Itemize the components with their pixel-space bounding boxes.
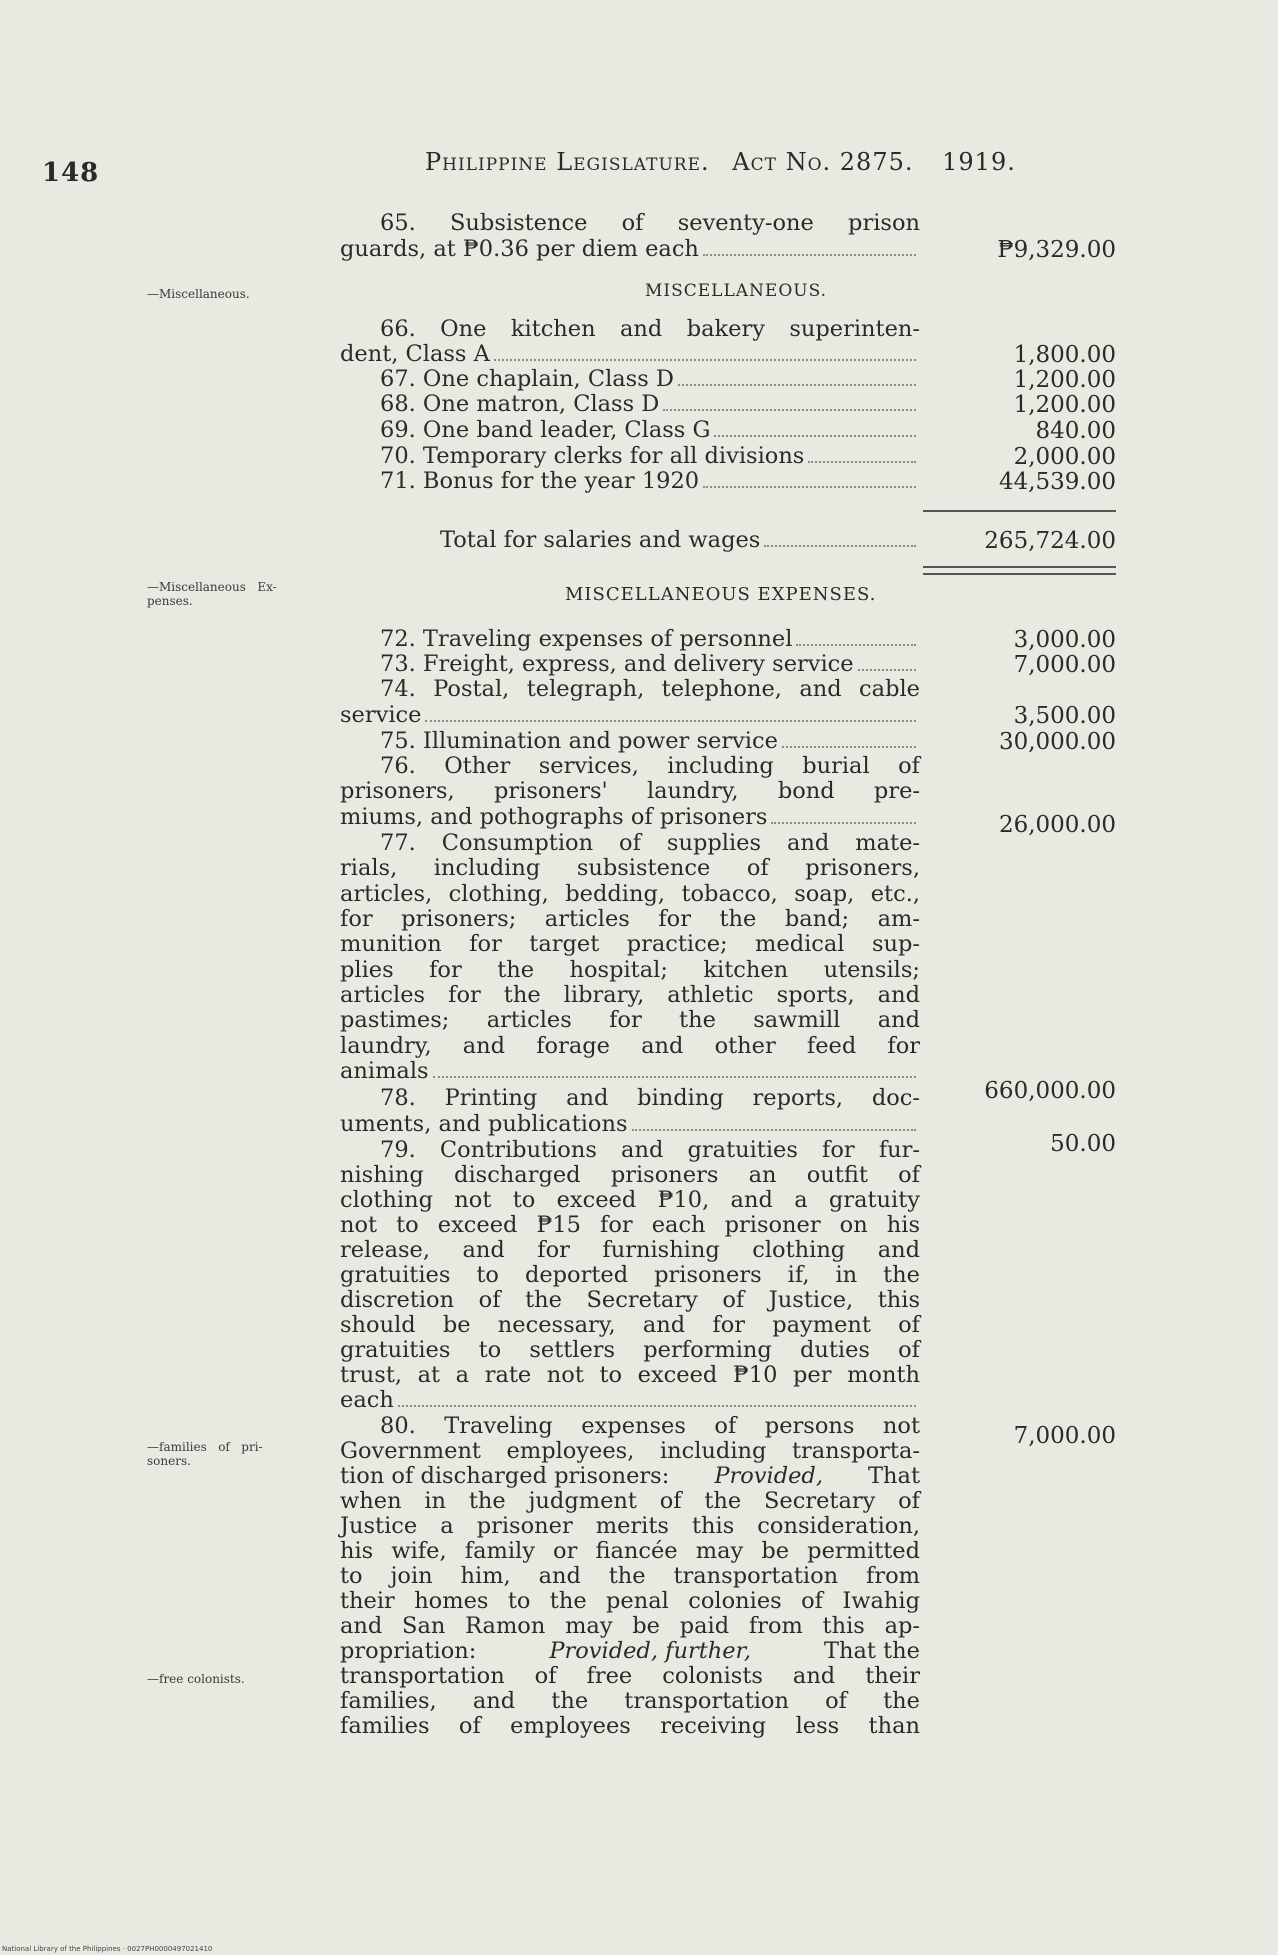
dot-leader <box>808 461 916 463</box>
item-text: uments, and publications <box>340 1111 628 1137</box>
section-title-misc: MISCELLANEOUS. <box>645 281 828 301</box>
item-80-line13: families of employees receiving less than <box>340 1713 920 1739</box>
item-text: propriation: <box>340 1638 477 1664</box>
amount-68: 1,200.00 <box>1013 392 1116 418</box>
dot-leader <box>858 669 916 671</box>
dot-leader <box>782 746 916 748</box>
item-77-line8: pastimes; articles for the sawmill and <box>340 1007 920 1033</box>
item-80-line8: their homes to the penal colonies of Iwahig <box>340 1588 920 1614</box>
item-text-italic: Provided, <box>714 1463 823 1489</box>
dot-leader <box>703 486 916 488</box>
header-title: Philippine Legislature. <box>425 148 710 176</box>
item-72 <box>340 627 920 653</box>
item-80-line6: his wife, family or fiancée may be permitted <box>340 1538 920 1564</box>
item-80-line10 <box>340 1639 920 1665</box>
dot-leader <box>663 409 916 411</box>
item-80-line3 <box>340 1464 920 1490</box>
amount-65: ₱9,329.00 <box>997 237 1116 263</box>
item-text: 69. One band leader, Class G <box>380 417 711 443</box>
amount-76: 26,000.00 <box>998 812 1116 838</box>
item-text: miums, and pothographs of prisoners <box>340 804 768 830</box>
item-79-line4: not to exceed ₱15 for each prisoner on his <box>340 1212 920 1238</box>
item-text: 67. One chaplain, Class D <box>380 366 674 392</box>
item-77-line10 <box>340 1059 920 1085</box>
margin-note-free-colonists: —free colonists. <box>147 1672 245 1686</box>
item-77-line2: rials, including subsistence of prisoners, <box>340 855 920 881</box>
margin-note-misc-expenses <box>147 580 277 608</box>
total-salaries <box>340 528 920 554</box>
item-text: Total for salaries and wages <box>440 527 761 553</box>
item-80-line2: Government employees, including transporta- <box>340 1438 920 1464</box>
amount-79: 7,000.00 <box>1013 1423 1116 1449</box>
item-77-line5: munition for target practice; medical sup- <box>340 931 920 957</box>
item-text: animals <box>340 1058 429 1084</box>
item-79-line10: trust, at a rate not to exceed ₱10 per month <box>340 1362 920 1388</box>
total-double-rule <box>923 566 1116 575</box>
item-79-line1: 79. Contributions and gratuities for fur- <box>380 1137 920 1163</box>
amount-69: 840.00 <box>1035 418 1116 444</box>
margin-note-families <box>147 1440 263 1468</box>
amount-73: 7,000.00 <box>1013 652 1116 678</box>
item-71 <box>340 469 920 495</box>
item-77-line7: articles for the library, athletic sports, and <box>340 982 920 1008</box>
item-66-line1: 66. One kitchen and bakery superinten- <box>380 316 920 342</box>
item-76-line1: 76. Other services, including burial of <box>380 753 920 779</box>
amount-72: 3,000.00 <box>1013 627 1116 653</box>
item-66-line2 <box>340 342 920 368</box>
amount-67: 1,200.00 <box>1013 367 1116 393</box>
item-text: 68. One matron, Class D <box>380 391 660 417</box>
item-77-line6: plies for the hospital; kitchen utensils; <box>340 957 920 983</box>
item-79-line3: clothing not to exceed ₱10, and a gratuity <box>340 1187 920 1213</box>
section-title-misc-expenses: MISCELLANEOUS EXPENSES. <box>565 584 877 605</box>
amount-77: 660,000.00 <box>984 1078 1116 1104</box>
item-80-line11: transportation of free colonists and their <box>340 1663 920 1689</box>
dot-leader <box>796 644 916 646</box>
item-text: each <box>340 1387 394 1413</box>
sum-rule <box>923 510 1116 512</box>
amount-70: 2,000.00 <box>1013 444 1116 470</box>
margin-note-line: penses. <box>147 594 193 608</box>
item-text: 70. Temporary clerks for all divisions <box>380 443 805 469</box>
amount-74: 3,500.00 <box>1013 703 1116 729</box>
item-78-line2 <box>340 1112 920 1138</box>
item-70 <box>340 444 920 470</box>
item-text: 75. Illumination and power service <box>380 728 778 754</box>
dot-leader <box>703 254 916 256</box>
amount-75: 30,000.00 <box>998 729 1116 755</box>
amount-78: 50.00 <box>1050 1131 1116 1157</box>
amount-66: 1,800.00 <box>1013 342 1116 368</box>
dot-leader <box>398 1405 916 1407</box>
item-77-line9: laundry, and forage and other feed for <box>340 1033 920 1059</box>
item-79-line11 <box>340 1388 920 1414</box>
dot-leader <box>771 822 916 824</box>
item-80-line12: families, and the transportation of the <box>340 1688 920 1714</box>
item-text: 72. Traveling expenses of personnel <box>380 626 793 652</box>
margin-note-line: soners. <box>147 1454 191 1468</box>
item-79-line8: should be necessary, and for payment of <box>340 1312 920 1338</box>
margin-note-line: —families of pri- <box>147 1440 263 1454</box>
dot-leader <box>764 545 916 547</box>
item-65-line2 <box>340 237 920 263</box>
item-67 <box>340 367 920 393</box>
item-79-line2: nishing discharged prisoners an outfit of <box>340 1162 920 1188</box>
item-79-line5: release, and for furnishing clothing and <box>340 1237 920 1263</box>
scan-footer: National Library of the Philippines · 0027PH0000497021410 <box>2 1945 213 1953</box>
item-text: That <box>868 1463 920 1489</box>
margin-note-miscellaneous: —Miscellaneous. <box>147 287 250 301</box>
item-74-line2 <box>340 703 920 729</box>
item-79-line7: discretion of the Secretary of Justice, this <box>340 1287 920 1313</box>
item-75 <box>340 729 920 755</box>
item-80-line4: when in the judgment of the Secretary of <box>340 1488 920 1514</box>
item-text: dent, Class A <box>340 341 490 367</box>
amount-total: 265,724.00 <box>984 528 1116 554</box>
item-80-line7: to join him, and the transportation from <box>340 1563 920 1589</box>
dot-leader <box>632 1129 916 1131</box>
dot-leader <box>433 1076 916 1078</box>
dot-leader <box>425 720 916 722</box>
item-80-line5: Justice a prisoner merits this consideration, <box>340 1513 920 1539</box>
item-68 <box>340 392 920 418</box>
item-80-line9: and San Ramon may be paid from this ap- <box>340 1613 920 1639</box>
item-79-line9: gratuities to settlers performing duties of <box>340 1337 920 1363</box>
item-text: That the <box>824 1638 920 1664</box>
item-text-italic: Provided, further, <box>549 1638 751 1664</box>
running-header <box>425 148 1016 176</box>
item-text: guards, at ₱0.36 per diem each <box>340 236 699 262</box>
amount-71: 44,539.00 <box>998 469 1116 495</box>
item-69 <box>340 418 920 444</box>
item-77-line3: articles, clothing, bedding, tobacco, soap, etc., <box>340 881 920 907</box>
item-text: 73. Freight, express, and delivery service <box>380 651 854 677</box>
item-73 <box>340 652 920 678</box>
item-76-line3 <box>340 805 920 831</box>
item-text: service <box>340 702 422 728</box>
header-year: 1919. <box>942 148 1016 176</box>
item-65-line1: 65. Subsistence of seventy-one prison <box>380 210 920 236</box>
item-74-line1: 74. Postal, telegraph, telephone, and cable <box>380 676 920 702</box>
item-77-line4: for prisoners; articles for the band; am- <box>340 906 920 932</box>
dot-leader <box>678 384 916 386</box>
item-80-line1: 80. Traveling expenses of persons not <box>380 1413 920 1439</box>
dot-leader <box>714 435 916 437</box>
item-76-line2: prisoners, prisoners' laundry, bond pre- <box>340 778 920 804</box>
item-77-line1: 77. Consumption of supplies and mate- <box>380 830 920 856</box>
margin-note-line: —Miscellaneous Ex- <box>147 580 277 594</box>
page-number: 148 <box>42 158 100 188</box>
item-79-line6: gratuities to deported prisoners if, in the <box>340 1262 920 1288</box>
item-text: tion of discharged prisoners: <box>340 1463 670 1489</box>
header-act: Act No. 2875. <box>732 148 914 176</box>
dot-leader <box>494 359 916 361</box>
item-78-line1: 78. Printing and binding reports, doc- <box>380 1085 920 1111</box>
item-text: 71. Bonus for the year 1920 <box>380 468 700 494</box>
